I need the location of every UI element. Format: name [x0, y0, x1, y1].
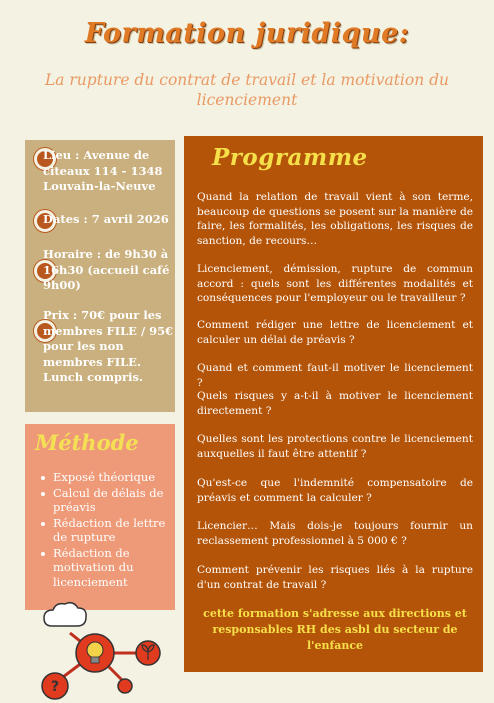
info-dates: Dates : 7 avril 2026: [43, 212, 169, 226]
page-subtitle: La rupture du contrat de travail et la motivation du licenciement: [44, 71, 450, 109]
programme-audience: cette formation s'adresse aux directions et responsables RH des asbl du secteur de l'enfance: [203, 607, 467, 652]
ideas-illustration: [30, 598, 170, 703]
page-title: Formation juridique:: [84, 18, 410, 49]
programme-box: [184, 136, 483, 672]
programme-paragraph: Comment rédiger une lettre de licenciement et calculer un délai de préavis ?: [197, 319, 473, 346]
info-lieu: Lieu : Avenue de citeaux 114 - 1348 Louvain-la-Neuve: [43, 148, 163, 193]
plant-icon: [136, 641, 160, 665]
list-item: Calcul de délais de préavis: [35, 486, 173, 515]
programme-title: Programme: [212, 144, 368, 171]
programme-paragraph: Quand la relation de travail vient à son terme, beaucoup de questions se posent sur la manière de faire, les formalités, les obligations, les risques de sanction, de recours…: [197, 191, 473, 247]
lightbulb-icon: [76, 634, 114, 672]
programme-paragraph: Licenciement, démission, rupture de commun accord : quels sont les différentes modalités et conséquences pour l'employeur ou le travailleur ?: [197, 263, 473, 304]
programme-paragraph: Quelles sont les protections contre le licenciement auxquelles il faut être attentif ?: [197, 433, 473, 460]
info-box: [25, 140, 175, 412]
programme-paragraph: Quand et comment faut-il motiver le licenciement ?: [197, 362, 473, 389]
programme-paragraph: Comment prévenir les risques liés à la rupture d'un contrat de travail ?: [197, 564, 473, 591]
methode-box: [25, 424, 175, 610]
programme-paragraph: Licencier… Mais dois-je toujours fournir un reclassement professionnel à 5 000 € ?: [197, 520, 473, 547]
methode-title: Méthode: [35, 430, 139, 455]
question-icon: [42, 673, 68, 699]
list-item: Exposé théorique: [35, 470, 173, 485]
list-item: Rédaction de motivation du licenciement: [35, 546, 173, 590]
programme-paragraph: Quels risques y a-t-il à motiver le licenciement directement ?: [197, 390, 473, 417]
cloud-icon: [44, 603, 86, 626]
programme-paragraph: Qu'est-ce que l'indemnité compensatoire de préavis et comment la calculer ?: [197, 477, 473, 504]
list-item: Rédaction de lettre de rupture: [35, 516, 173, 545]
info-horaire: Horaire : de 9h30 à 16h30 (accueil café 9h00): [43, 247, 170, 292]
svg-text:?: ?: [50, 679, 60, 695]
info-prix: Prix : 70€ pour les membres FILE / 95€ pour les non membres FILE. Lunch compris.: [43, 308, 174, 384]
methode-list: [35, 470, 173, 590]
